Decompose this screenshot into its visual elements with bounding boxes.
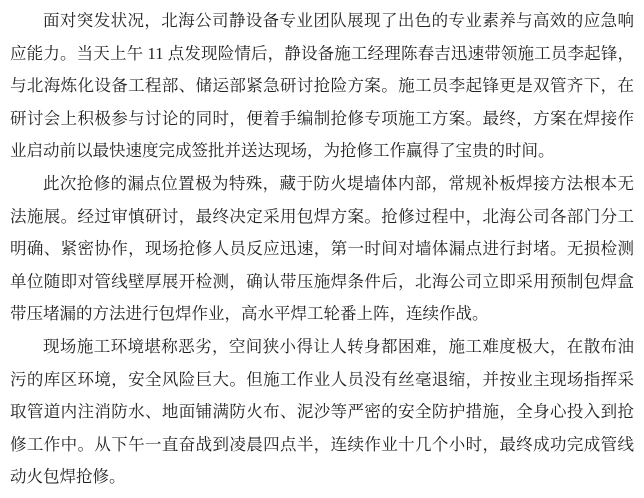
paragraph-site-conditions: 现场施工环境堪称恶劣，空间狭小得让人转身都困难，施工难度极大，在散布油污的库区环境，安全风险巨大。但施工作业人员没有丝毫退缩，并按业主现场指挥采取管道内注消防水、地面铺满防火布、泥沙等严密的安全防护措施，全身心投入到抢修工作中。从下午一直奋战到凌晨四点半，连续作业十几个小时，最终成功完成管线动火包焊抢修。: [10, 336, 634, 487]
paragraph-emergency-response: 面对突发状况，北海公司静设备专业团队展现了出色的专业素养与高效的应急响应能力。当天上午 11 点发现险情后，静设备施工经理陈春吉迅速带领施工员李起锋，与北海炼化设备工程部、储运部紧急研讨抢险方案。施工员李起锋更是双管齐下，在研讨会上积极参与讨论的同时，便着手编制抢修专项施工方案。最终，方案在焊接作业启动前以最快速度完成签批并送达现场，为抢修工作赢得了宝贵的时间。: [10, 11, 634, 161]
paragraph-repair-plan: 此次抢修的漏点位置极为特殊，藏于防火堤墙体内部，常规补板焊接方法根本无法施展。经过审慎研讨，最终决定采用包焊方案。抢修过程中，北海公司各部门分工明确、紧密协作，现场抢修人员反应迅速，第一时间对墙体漏点进行封堵。无损检测单位随即对管线壁厚展开检测，确认带压施焊条件后，北海公司立即采用预制包焊盒带压堵漏的方法进行包焊作业，高水平焊工轮番上阵，连续作战。: [10, 173, 634, 324]
